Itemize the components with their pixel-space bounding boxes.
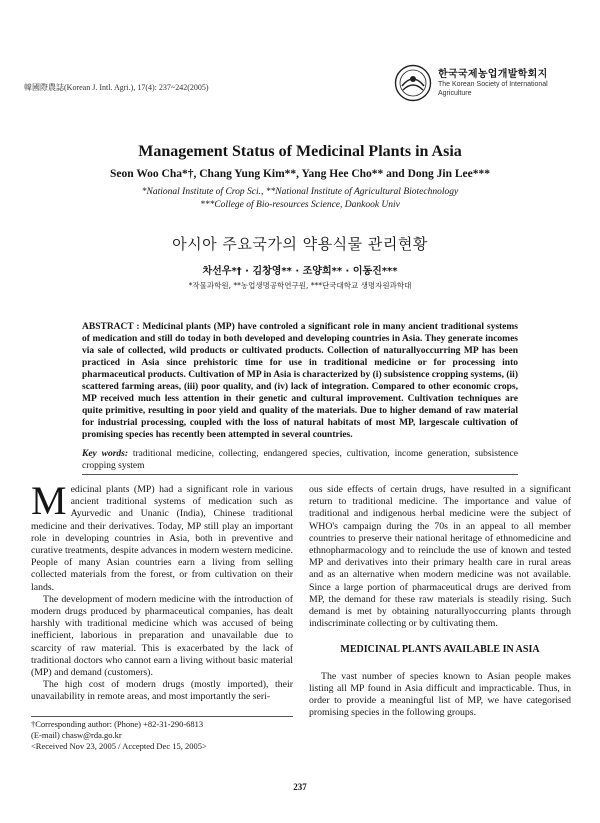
korean-affiliations: *작물과학원, **농업생명공학연구원, ***단국대학교 생명자원과학대 (188, 281, 412, 290)
body-paragraph: The high cost of modern drugs (mostly imported), their unavailability in remote areas, and most importantly the seri- (31, 679, 293, 703)
affiliation-line-2: ***College of Bio-resources Science, Dankook Univ (200, 200, 400, 210)
received-dates: <Received Nov 23, 2005 / Accepted Dec 15, 2005> (31, 741, 207, 751)
footnote-divider (31, 716, 293, 717)
body-paragraph: The vast number of species known to Asian people makes listing all MP found in Asia difficult and impracticable. Thus, in order to provide a meaningful list of MP, we have categorised promising species in the following groups. (309, 670, 571, 719)
page-number: 237 (293, 782, 307, 792)
section-heading: MEDICINAL PLANTS AVAILABLE IN ASIA (340, 644, 540, 656)
divider (82, 474, 518, 475)
journal-reference: 韓國際農誌(Korean J. Intl. Agri.), 17(4): 237~242(2005) (24, 83, 209, 92)
body-column-left (31, 478, 293, 704)
society-korean-name: 한국국제농업개발학회지 (438, 69, 548, 80)
keywords (82, 448, 518, 472)
keywords-text: traditional medicine, collecting, endangered species, cultivation, income generation, subsistence cropping system (82, 449, 518, 471)
paper-title: Management Status of Medicinal Plants in Asia (138, 143, 462, 160)
korean-title: 아시아 주요국가의 약용식물 관리현황 (172, 235, 428, 253)
keywords-label: Key words: (82, 449, 129, 459)
body-paragraph: The development of modern medicine with the introduction of modern drugs produced by pharmaceutical companies, has dealt harshly with traditional medicine which was accused of being inefficient, laborious in preparation and unavailable due to scarcity of raw material. This is exacerbated by the lack of traditional doctors who cannot earn a living without basic material (MP) and demand (customers). (31, 593, 293, 679)
author-email: (E-mail) chasw@rda.go.kr (31, 730, 122, 740)
body-column-right (309, 484, 571, 719)
body-paragraph: ous side effects of certain drugs, have resulted in a significant return to traditional medicine. The importance and value of traditional and indigenous herbal medicine were the subject of WHO's campaign during the 70s in an appeal to all member countries to preserve their national heritage of ethnomedicine and ethnopharmacology and to reinclude the use of known and tested MP and derivatives into their primary health care in rural areas and as an alternative when modern medicine was not available. Since a large portion of pharmaceutical drugs are derived from MP, the demand for these raw materials is steadily rising. Such demand is met by obtaining naturallyoccurring plants through indiscriminate collecting or by cultivating them. (309, 484, 571, 630)
abstract (82, 321, 518, 441)
paper-authors: Seon Woo Cha*†, Chang Yung Kim**, Yang Hee Cho** and Dong Jin Lee*** (110, 168, 490, 180)
korean-authors: 차선우*† · 김창영** · 조양희** · 이동진*** (202, 266, 398, 277)
society-header (394, 64, 574, 106)
body-paragraph: edicinal plants (MP) had a significant role in various ancient traditional systems of medication such as Ayurvedic and Unanic (India), Chinese traditional medicine and their derivatives. Today, MP still play an important role in developing countries in Asia, both in preventive and curative treatments, despite advances in modern western medicine. People of many Asian countries earn a living from selling collected materials from the forest, or from cultivation on their lands. (31, 484, 293, 593)
abstract-text: Medicinal plants (MP) have controled a significant role in many ancient traditional systems of medication and still do today in both developed and developing countries in Asia. They generate incomes via sale of collected, wild products or cultivated products. Collection of naturallyoccurring MP has been practiced in Asia since prehistoric time for use in traditional medicine or for processing into pharmaceutical products. Cultivation of MP in Asia is characterized by (i) subsistence cropping systems, (ii) scattered farming areas, (iii) poor quality, and (iv) lack of integration. Compared to other economic crops, MP received much less attention in their genetic and cultural improvement. Cultivation techniques are quite primitive, resulting in poor yield and quality of the materials. Due to higher demand of raw material for industrial processing, coupled with the loss of natural habitats of most MP, largescale cultivation of promising species has recently been attempted in several countries. (82, 322, 519, 440)
footnotes (31, 716, 293, 752)
drop-cap: M (31, 478, 67, 523)
affiliation-line-1: *National Institute of Crop Sci., **National Institute of Agricultural Biotechnology (141, 187, 459, 197)
society-emblem-icon (394, 64, 432, 102)
society-english-name: The Korean Society of International Agriculture (438, 81, 548, 97)
abstract-label: ABSTRACT : (82, 322, 140, 332)
corresponding-author: †Corresponding author: (Phone) +82-31-290-6813 (31, 719, 204, 729)
